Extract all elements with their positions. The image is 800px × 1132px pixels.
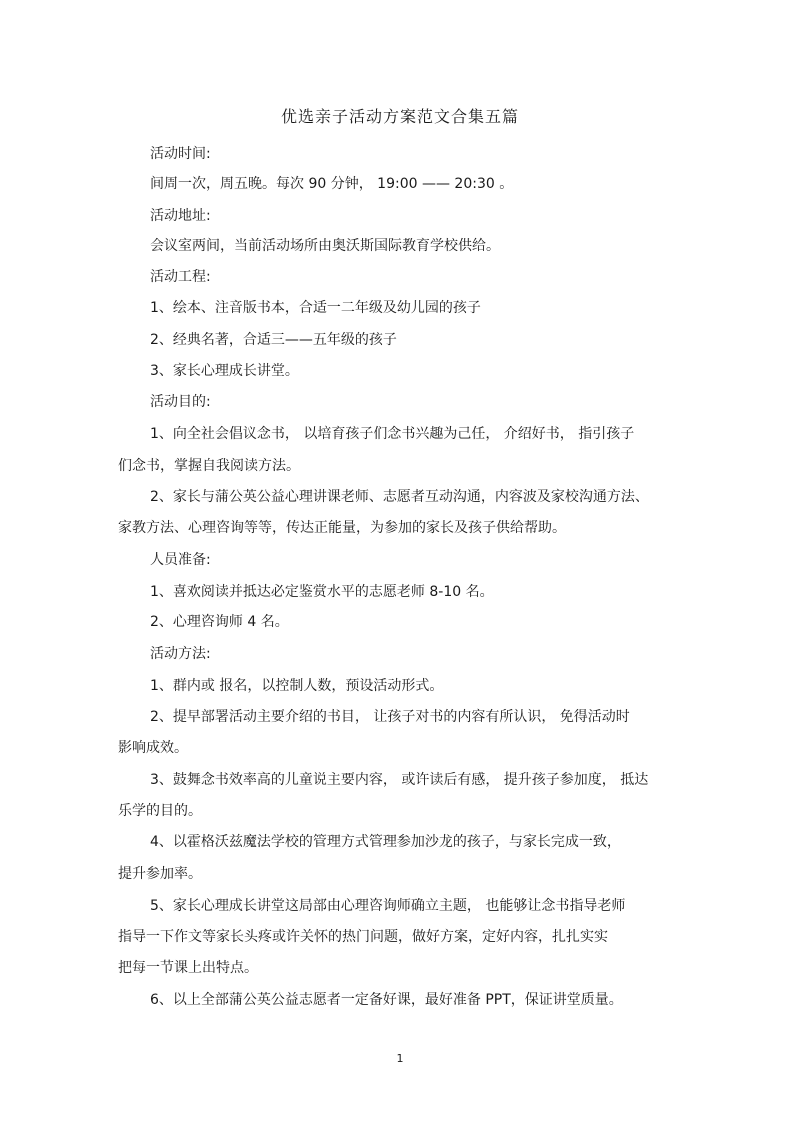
method-item-5-continued-2: 把每一节课上出特点。	[118, 960, 258, 976]
project-item-2: 2、经典名著，合适三——五年级的孩子	[150, 332, 397, 348]
method-item-5: 5、家长心理成长讲堂这局部由心理咨询师确立主题， 也能够让念书指导老师	[150, 898, 626, 914]
method-item-4-continued: 提升参加率。	[118, 866, 202, 882]
method-item-2: 2、提早部署活动主要介绍的书目， 让孩子对书的内容有所认识， 免得活动时	[150, 709, 630, 725]
document-title: 优选亲子活动方案范文合集五篇	[280, 107, 519, 126]
section-heading-method: 活动方法:	[150, 646, 211, 662]
method-item-5-continued: 指导一下作文等家长头疼或许关怀的热门问题，做好方案，定好内容，扎扎实实	[118, 929, 608, 945]
location-detail: 会议室两间，当前活动场所由奥沃斯国际教育学校供给。	[150, 238, 500, 254]
method-item-2-continued: 影响成效。	[118, 740, 188, 756]
page-number: 1	[396, 1052, 404, 1065]
method-item-1: 1、群内或 报名，以控制人数，预设活动形式。	[150, 678, 444, 694]
method-item-4: 4、以霍格沃兹魔法学校的管理方式管理参加沙龙的孩子，与家长完成一致，	[150, 834, 621, 850]
project-item-1: 1、绘本、注音版书本，合适一二年级及幼儿园的孩子	[150, 300, 481, 316]
method-item-3-continued: 乐学的目的。	[118, 803, 202, 819]
section-heading-location: 活动地址:	[150, 208, 211, 224]
staff-item-1: 1、喜欢阅读并抵达必定鉴赏水平的志愿老师 8-10 名。	[150, 584, 494, 600]
section-heading-staff: 人员准备:	[150, 552, 211, 568]
staff-item-2: 2、心理咨询师 4 名。	[150, 614, 289, 630]
method-item-3: 3、鼓舞念书效率高的儿童说主要内容， 或许读后有感， 提升孩子参加度， 抵达	[150, 772, 649, 788]
goal-item-1-continued: 们念书，掌握自我阅读方法。	[118, 458, 300, 474]
section-heading-time: 活动时间:	[150, 146, 211, 162]
time-detail: 间周一次，周五晚。每次 90 分钟， 19:00 —— 20:30 。	[150, 176, 514, 192]
project-item-3: 3、家长心理成长讲堂。	[150, 363, 299, 379]
goal-item-2-continued: 家教方法、心理咨询等等，传达正能量，为参加的家长及孩子供给帮助。	[118, 520, 566, 536]
goal-item-1: 1、向全社会倡议念书， 以培育孩子们念书兴趣为己任， 介绍好书， 指引孩子	[150, 426, 635, 442]
method-item-6: 6、以上全部蒲公英公益志愿者一定备好课，最好准备 PPT，保证讲堂质量。	[150, 992, 623, 1008]
section-heading-goal: 活动目的:	[150, 394, 211, 410]
goal-item-2: 2、家长与蒲公英公益心理讲课老师、志愿者互动沟通，内容波及家校沟通方法、	[150, 489, 649, 505]
section-heading-project: 活动工程:	[150, 269, 211, 285]
